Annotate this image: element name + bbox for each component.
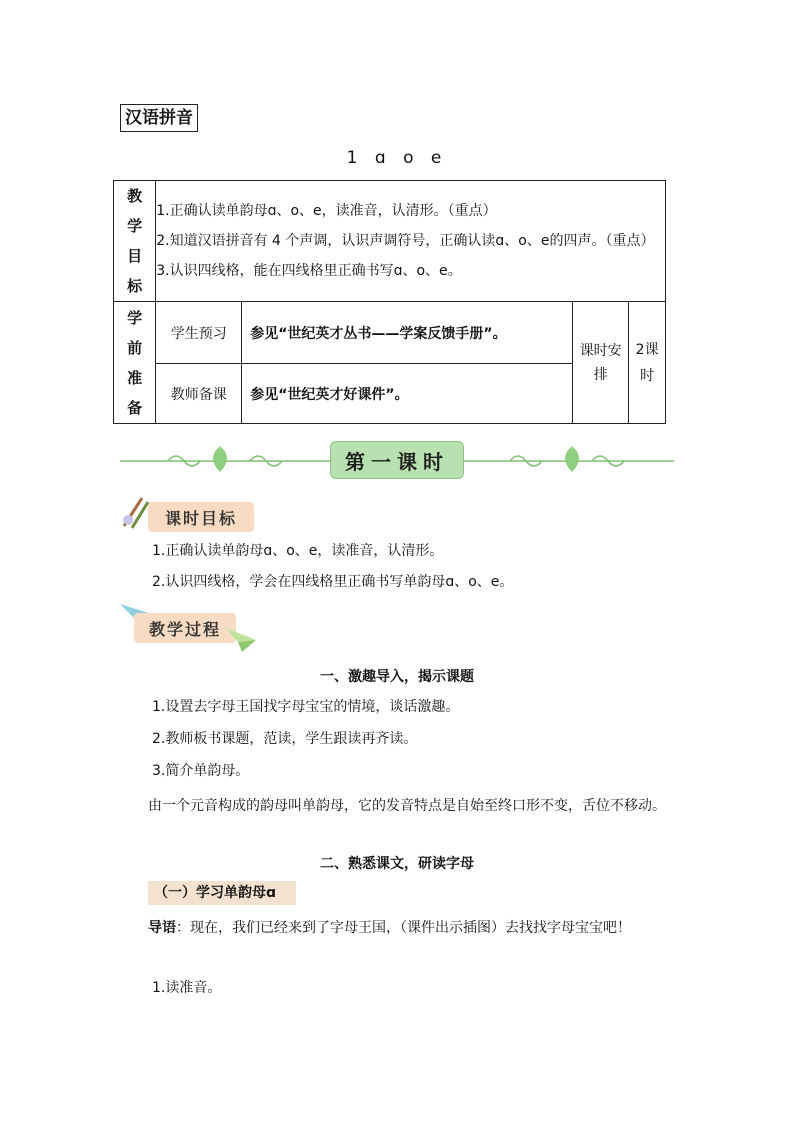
teaching-process-tag: 教学过程 [134, 613, 236, 643]
goal-item: 1.正确认读单韵母ɑ、o、e，读准音，认清形。（重点） [156, 203, 497, 219]
paper-plane-icon [224, 624, 258, 654]
part2-lead [120, 913, 676, 943]
part1-paragraph: 由一个元音构成的韵母叫单韵母，它的发音特点是自始至终口形不变，舌位不移动。 [148, 798, 666, 814]
part2-subheading: （一）学习单韵母ɑ [148, 881, 296, 905]
teaching-goals [156, 181, 666, 302]
teacher-prep-content: 参见“世纪英才好课件”。 [242, 364, 573, 424]
part1-item-1: 1.设置去字母王国找字母宝宝的情境，谈话激趣。 [152, 699, 460, 715]
goals-label: 教 学 目 标 [114, 181, 156, 302]
lesson-title: 1 ɑ o e [346, 148, 448, 168]
time-value: 2课时 [629, 302, 666, 424]
section-tag: 汉语拼音 [120, 104, 198, 132]
lead-text: 现在，我们已经来到了字母王国，（课件出示插图）去找找字母宝宝吧！ [190, 920, 631, 936]
goal-item: 3.认识四线格，能在四线格里正确书写ɑ、o、e。 [156, 263, 462, 279]
part2-heading: 二、熟悉课文，研读字母 [320, 856, 474, 872]
lesson-goal-1: 1.正确认读单韵母ɑ、o、e，读准音，认清形。 [152, 543, 444, 559]
teacher-prep-label: 教师备课 [156, 364, 242, 424]
lesson-plan-table [113, 180, 666, 424]
goal-item: 2.知道汉语拼音有 4 个声调，认识声调符号，正确认读ɑ、o、e的四声。（重点） [156, 233, 655, 249]
lead-colon: ： [176, 920, 190, 936]
prep-label: 学 前 准 备 [114, 302, 156, 424]
part1-item-2: 2.教师板书课题，范读，学生跟读再齐读。 [152, 731, 418, 747]
part1-heading: 一、激趣导入，揭示课题 [320, 669, 474, 685]
part1-item-3: 3.简介单韵母。 [152, 763, 250, 779]
time-label: 课时安排 [573, 302, 629, 424]
part2-item-1: 1.读准音。 [152, 980, 222, 996]
banner-first-lesson: 第一课时 [330, 441, 464, 479]
student-prep-label: 学生预习 [156, 302, 242, 364]
lesson-goals-tag: 课时目标 [148, 502, 254, 532]
student-prep-content: 参见“世纪英才丛书——学案反馈手册”。 [242, 302, 573, 364]
lead-label: 导语 [148, 920, 176, 936]
lesson-goal-2: 2.认识四线格，学会在四线格里正确书写单韵母ɑ、o、e。 [152, 574, 514, 590]
